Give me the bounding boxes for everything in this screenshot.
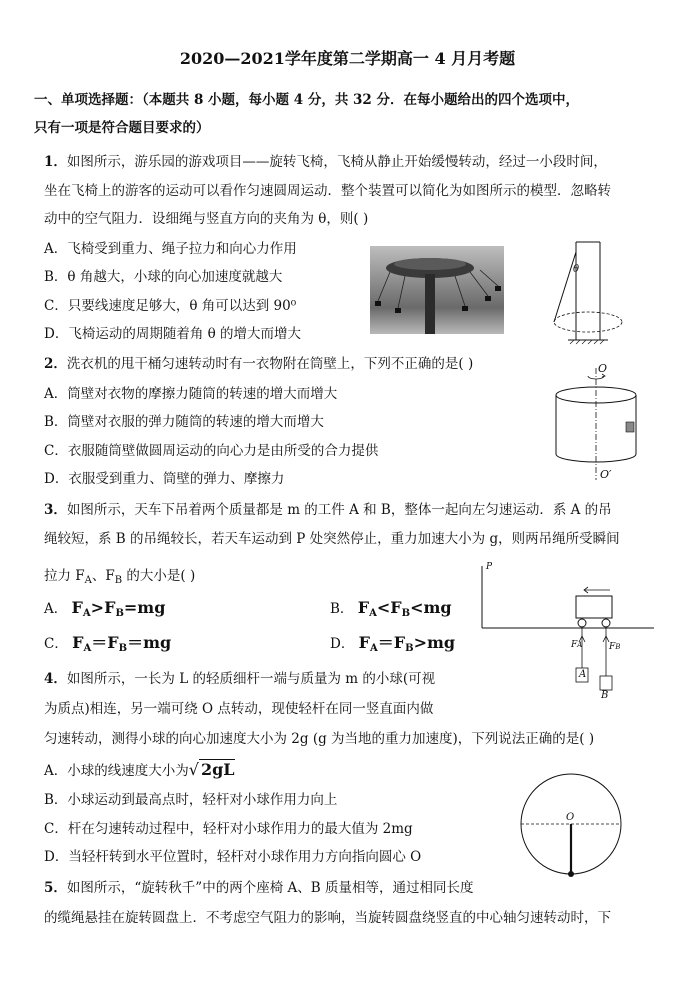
mass-a-label: A	[579, 669, 587, 680]
pivot-o-label: O	[566, 812, 575, 823]
q3-b-expr: $F_A<F_B<mg$	[357, 598, 452, 619]
q1-option-a: A．飞椅受到重力、绳子拉力和向心力作用	[44, 241, 297, 257]
q4-a-sqrt: 2gL	[200, 760, 235, 779]
q3-c-label: C．	[44, 636, 68, 652]
q3-stem-line3	[44, 564, 195, 586]
q3-text-3c: 的大小是( )	[122, 568, 196, 584]
q1-stem-line3: 动中的空气阻力．设细绳与竖直方向的夹角为 θ，则( )	[44, 211, 369, 227]
q3-number: 3．	[44, 502, 67, 518]
q4-stem-line1	[44, 667, 435, 687]
conical-pendulum-model	[528, 240, 638, 350]
q4-stem-line2: 为质点)相连，另一端可绕 O 点转动，现使轻杆在同一竖直面内做	[44, 701, 434, 717]
mass-b-label: B	[601, 690, 609, 701]
q3-d-label: D．	[330, 636, 355, 652]
q5-stem-line2: 的缆绳悬挂在旋转圆盘上．不考虑空气阻力的影响，当旋转圆盘绕竖直的中心轴匀速转动时，下	[44, 910, 611, 926]
spin-dryer-drum-figure	[550, 362, 640, 484]
q2-option-d: D．衣服受到重力、筒壁的弹力、摩擦力	[44, 471, 285, 487]
theta-label: θ	[573, 264, 580, 275]
q2-option-c: C．衣服随筒壁做圆周运动的向心力是由所受的合力提供	[44, 443, 379, 459]
page-title: 2020—2021学年度第二学期高一 4 月月考题	[179, 49, 516, 68]
force-a-label: FA	[571, 640, 583, 650]
q3-stem-line1	[44, 498, 612, 518]
crane-figure	[476, 560, 656, 710]
q3-option-c	[44, 630, 171, 654]
q3-option-b	[330, 597, 452, 619]
q4-option-c: C．杆在匀速转动过程中，轻杆对小球作用力的最大值为 2mg	[44, 821, 413, 837]
force-b-label: FB	[609, 642, 621, 652]
q3-sub-b: B	[114, 575, 123, 586]
q3-sub-a: A	[84, 575, 92, 586]
q4-stem-line3: 匀速转动，测得小球的向心加速度大小为 2g (g 为当地的重力加速度)，下列说法正确的是( )	[44, 731, 595, 747]
point-p-label: P	[486, 562, 493, 572]
section-heading-line2: 只有一项是符合题目要求的）	[34, 120, 210, 136]
q1-text-1: 如图所示，游乐园的游戏项目——旋转飞椅，飞椅从静止开始缓慢转动，经过一小段时间，	[66, 154, 607, 170]
q1-number: 1．	[44, 154, 67, 170]
q3-text-3b: 、F	[91, 568, 115, 584]
q5-stem-line1	[44, 876, 473, 896]
q2-text: 洗衣机的甩干桶匀速转动时有一衣物附在筒壁上，下列不正确的是( )	[66, 356, 474, 372]
section-heading-line1: 一、单项选择题：（本题共 8 小题，每小题 4 分，共 32 分．在每小题给出的四个选项中，	[34, 92, 580, 108]
q5-text-1: 如图所示，“旋转秋千”中的两个座椅 A、B 质量相等，通过相同长度	[66, 880, 474, 896]
q3-a-expr: $F_A>F_B=mg$	[71, 598, 166, 619]
q3-d-expr: $F_A=F_B>mg$	[358, 633, 456, 654]
q2-stem	[44, 352, 473, 372]
q3-text-3a: 拉力 F	[44, 568, 85, 584]
rotating-rod-figure	[516, 770, 626, 880]
q4-option-a: A．小球的线速度大小为√ 2gL	[44, 760, 235, 779]
q4-number: 4．	[44, 671, 67, 687]
q3-c-expr: $F_A=F_B=mg$	[72, 633, 172, 654]
q4-option-b: B．小球运动到最高点时，轻杆对小球作用力向上	[44, 792, 338, 808]
q1-option-d: D．飞椅运动的周期随着角 θ 的增大而增大	[44, 326, 302, 342]
q3-option-a	[44, 597, 165, 619]
q1-option-c: C．只要线速度足够大，θ 角可以达到 90⁰	[44, 298, 297, 314]
q1-option-b: B．θ 角越大，小球的向心加速度就越大	[44, 269, 283, 285]
q3-option-d	[330, 630, 455, 654]
q2-option-b: B．筒壁对衣服的弹力随筒的转速的增大而增大	[44, 414, 324, 430]
axis-bottom-label: O′	[600, 468, 612, 481]
swing-ride-photo-art	[370, 246, 504, 334]
q1-stem-line2: 坐在飞椅上的游客的运动可以看作匀速圆周运动．整个装置可以简化为如图所示的模型．忽略转	[44, 183, 611, 199]
q1-stem-line1	[44, 150, 607, 170]
q3-text-1: 如图所示，天车下吊着两个质量都是 m 的工件 A 和 B，整体一起向左匀速运动．系 A 的吊	[66, 502, 612, 518]
q4-a-text: A．小球的线速度大小为	[44, 763, 189, 779]
axis-top-label: O	[598, 362, 608, 375]
q2-option-a: A．筒壁对衣物的摩擦力随筒的转速的增大而增大	[44, 386, 338, 402]
q4-text-1: 如图所示，一长为 L 的轻质细杆一端与质量为 m 的小球(可视	[66, 671, 436, 687]
swing-ride-photo	[370, 246, 504, 334]
q3-stem-line2: 绳较短，系 B 的吊绳较长，若天车运动到 P 处突然停止，重力加速大小为 g，则两吊绳所受瞬间	[44, 531, 620, 547]
q5-number: 5．	[44, 880, 67, 896]
q4-option-d: D．当轻杆转到水平位置时，轻杆对小球作用力方向指向圆心 O	[44, 849, 422, 865]
q2-number: 2．	[44, 356, 67, 372]
q3-a-label: A．	[44, 601, 68, 617]
q3-b-label: B．	[330, 601, 354, 617]
